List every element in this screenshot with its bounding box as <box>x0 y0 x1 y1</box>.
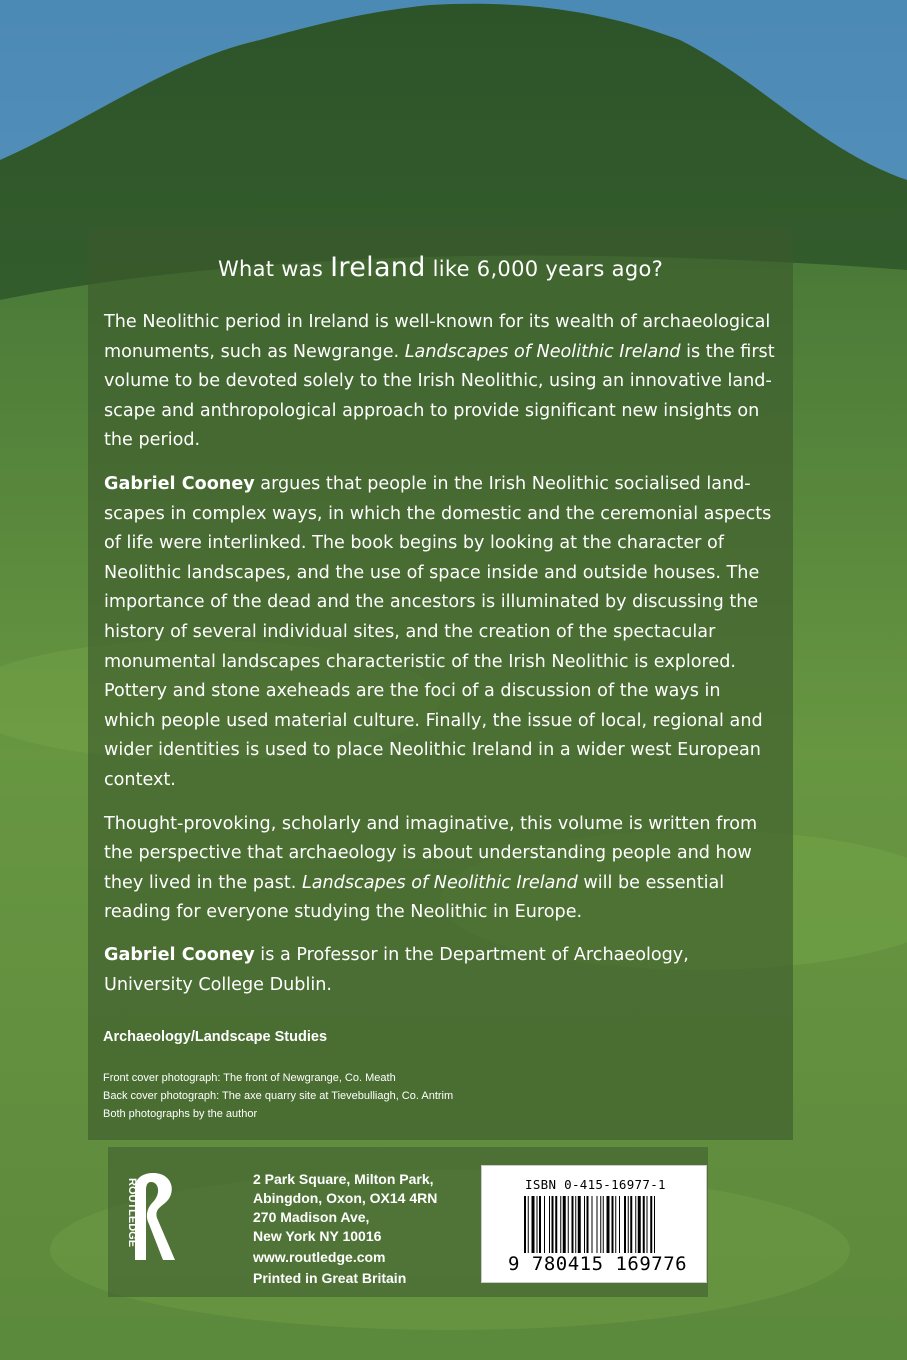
isbn-number: 9 780415 169776 <box>508 1253 688 1275</box>
book-title: Landscapes of Neolithic Ireland <box>404 341 681 362</box>
author-photo-credit: Both photographs by the author <box>103 1108 258 1120</box>
paragraph-intro: The Neolithic period in Ireland is well-known for its wealth of archaeological monuments, such as Newgrange. Landscapes of Neolithic Ireland is the first volume to be devoted solely to the Irish Neolithic, using an innovative land-scape and anthropological approach to provide significant new insights on the period. <box>104 312 775 451</box>
front-cover-credit: Front cover photograph: The front of Newgrange, Co. Meath <box>103 1072 396 1084</box>
publisher-website[interactable]: www.routledge.com <box>253 1249 386 1265</box>
paragraph-praise: Thought-provoking, scholarly and imaginative, this volume is written from the perspective that archaeology is about understanding people and how they lived in the past. Landscapes of Neolithic Ireland will be essential reading for everyone studying the Neolithic in Europe. <box>104 813 758 923</box>
blurb-text <box>104 308 776 942</box>
publisher-address: 2 Park Square, Milton Park, Abingdon, Oxon, OX14 4RN 270 Madison Ave, New York NY 10016 www.routledge.com Printed in Great Britain <box>253 1171 438 1286</box>
printed-in: Printed in Great Britain <box>253 1270 407 1286</box>
author-name: Gabriel Cooney <box>104 473 255 494</box>
headline: What was Ireland like 6,000 years ago? <box>217 252 664 283</box>
author-bio: Gabriel Cooney is a Professor in the Department of Archaeology, University College Dublin. <box>104 945 689 995</box>
back-cover-credit: Back cover photograph: The axe quarry site at Tievebulliagh, Co. Antrim <box>103 1090 454 1102</box>
routledge-logo-icon <box>113 1168 183 1268</box>
headline-emphasis: Ireland <box>330 252 426 283</box>
subject-category: Archaeology/Landscape Studies <box>103 1029 328 1045</box>
barcode-icon <box>524 1196 692 1258</box>
photo-credits <box>103 1069 453 1123</box>
logo-text: ROUTLEDGE <box>126 1178 138 1248</box>
isbn-label: ISBN 0-415-16977-1 <box>525 1177 666 1192</box>
book-title: Landscapes of Neolithic Ireland <box>301 872 578 893</box>
paragraph-argument: Gabriel Cooney argues that people in the Irish Neolithic socialised land-scapes in complex ways, in which the domestic and the ceremonial aspects of life were interlinked. The book begins by looking at the character of Neolithic landscapes, and the use of space inside and outside houses. The importance of the dead and the ancestors is illuminated by discussing the history of several individual sites, and the creation of the spectacular monumental landscapes characteristic of the Irish Neolithic is explored. Pottery and stone axeheads are the foci of a discussion of the ways in which people used material culture. Finally, the issue of local, regional and wider identities is used to place Neolithic Ireland in a wider west European context. <box>104 473 772 790</box>
author-name: Gabriel Cooney <box>104 945 255 965</box>
